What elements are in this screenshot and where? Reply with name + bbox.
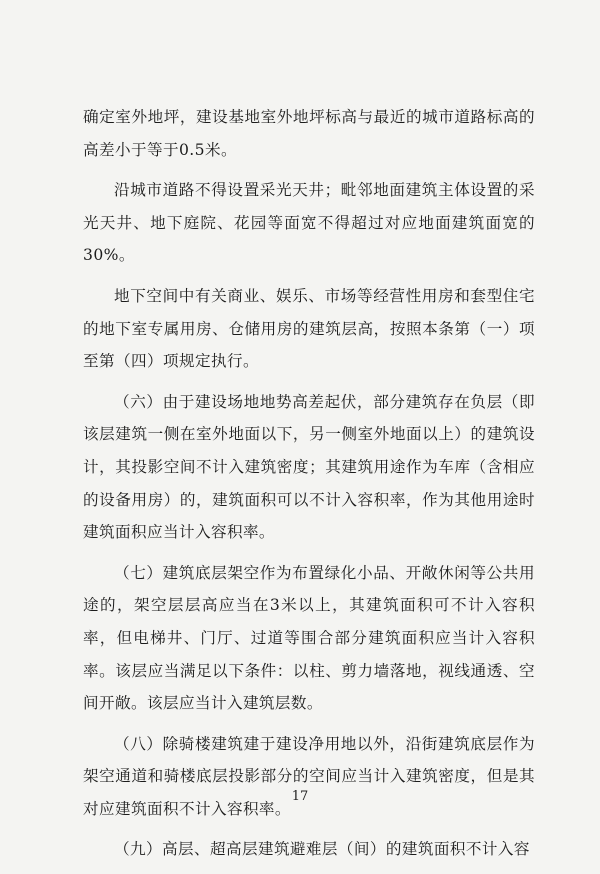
paragraph-3: 地下空间中有关商业、娱乐、市场等经营性用房和套型住宅的地下室专属用房、仓储用房的建筑层高，按照本条第（一）项至第（四）项规定执行。	[83, 286, 535, 371]
paragraph-2: 沿城市道路不得设置采光天井；毗邻地面建筑主体设置的采光天井、地下庭院、花园等面宽不得超过对应地面建筑面宽的30%。	[83, 181, 535, 265]
page-number: 17	[291, 789, 309, 804]
document-body	[83, 101, 535, 874]
paragraph-5: （七）建筑底层架空作为布置绿化小品、开敞休闲等公共用途的，架空层层高应当在3米以上，其建筑面积可不计入容积率，但电梯井、门厅、过道等围合部分建筑面积应当计入容积率。该层应当满足以下条件：以柱、剪力墙落地，视线通透、空间开敞。该层应当计入建筑层数。	[83, 563, 535, 713]
paragraph-1: 确定室外地坪，建设基地室外地坪标高与最近的城市道路标高的高差小于等于0.5米。	[83, 108, 535, 159]
paragraph-7: （九）高层、超高层建筑避难层（间）的建筑面积不计入容	[114, 840, 530, 859]
paragraph-4: （六）由于建设场地地势高差起伏，部分建筑存在负层（即该层建筑一侧在室外地面以下，另一侧室外地面以上）的建筑设计，其投影空间不计入建筑密度；其建筑用途作为车库（含相应的设备用房）的，建筑面积可以不计入容积率，作为其他用途时建筑面积应当计入容积率。	[83, 392, 535, 542]
paragraph-6: （八）除骑楼建筑建于建设净用地以外，沿街建筑底层作为架空通道和骑楼底层投影部分的空间应当计入建筑密度，但是其对应建筑面积不计入容积率。	[83, 734, 535, 818]
